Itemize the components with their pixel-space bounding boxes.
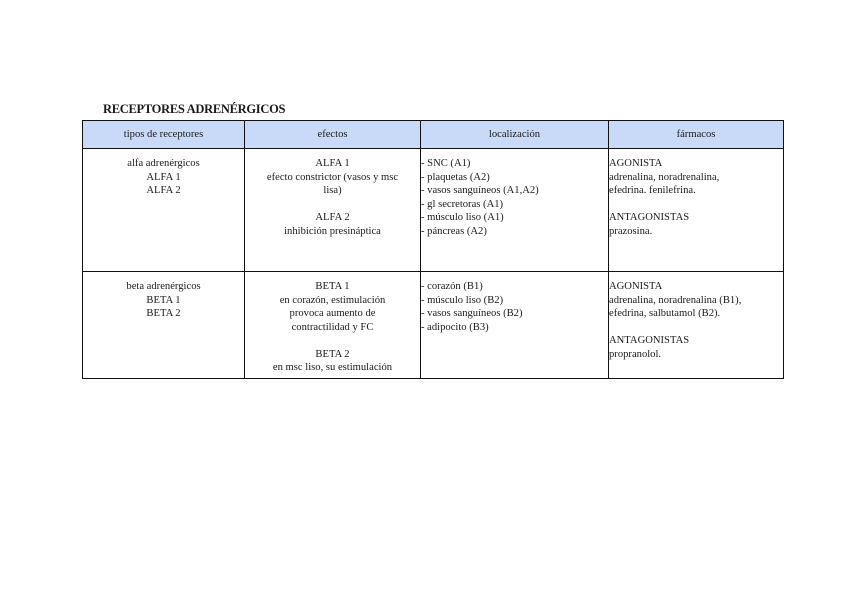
line-gap (609, 198, 783, 212)
cell-line: beta adrenérgicos (126, 281, 201, 292)
cell-line: contractilidad y FC (291, 321, 374, 333)
cell-line: - plaquetas (A2) (421, 171, 490, 183)
cell-line: - SNC (A1) (421, 158, 471, 169)
table-row-beta (83, 272, 784, 379)
cell-efectos (245, 272, 421, 379)
receptors-table (82, 120, 784, 379)
cell-line: - páncreas (A2) (421, 225, 487, 237)
line-gap (609, 321, 783, 335)
cell-line: lisa) (323, 185, 342, 196)
cell-line: BETA 1 (315, 281, 350, 292)
line-gap (245, 198, 420, 212)
cell-line: BETA 2 (146, 308, 181, 319)
cell-line: - músculo liso (A1) (421, 212, 504, 223)
cell-tipo (83, 272, 245, 379)
cell-line: BETA 2 (315, 348, 350, 360)
cell-line: en msc liso, su estimulación (272, 362, 393, 373)
cell-line: prazosina. (609, 225, 653, 237)
cell-line: - músculo liso (B2) (421, 294, 504, 306)
cell-farmacos (609, 272, 784, 379)
cell-line: inhibición presináptica (284, 225, 381, 237)
table-header-row (83, 121, 784, 149)
cell-line: efedrina, salbutamol (B2). (609, 308, 721, 319)
line-gap (245, 334, 420, 348)
cell-line: propranolol. (609, 348, 662, 360)
cell-tipo (83, 149, 245, 272)
cell-line: ALFA 1 (315, 158, 350, 169)
cell-efectos (245, 149, 421, 272)
cell-line: ALFA 2 (315, 212, 350, 223)
cell-line: AGONISTA (609, 158, 663, 169)
cell-line: efecto constrictor (vasos y msc (266, 171, 399, 183)
cell-line: AGONISTA (609, 281, 663, 292)
cell-line: - corazón (B1) (421, 281, 483, 292)
table-row-alfa (83, 149, 784, 272)
cell-line: ANTAGONISTAS (609, 212, 690, 223)
cell-farmacos (609, 149, 784, 272)
header-efectos: efectos (245, 121, 421, 149)
document-title: RECEPTORES ADRENÉRGICOS (103, 102, 286, 116)
cell-line: - gl secretoras (A1) (421, 198, 504, 210)
header-farmacos: fármacos (609, 121, 784, 149)
cell-line: adrenalina, noradrenalina, (609, 171, 720, 183)
cell-line: en corazón, estimulación (279, 294, 386, 306)
cell-line: alfa adrenérgicos (127, 158, 200, 169)
cell-line: ALFA 1 (146, 171, 181, 183)
header-tipos: tipos de receptores (83, 121, 245, 149)
cell-line: provoca aumento de (289, 308, 376, 319)
cell-line: BETA 1 (146, 294, 181, 306)
cell-line: ALFA 2 (146, 185, 181, 196)
cell-line: - adipocito (B3) (421, 321, 489, 333)
cell-line: efedrina. fenilefrina. (609, 185, 696, 196)
cell-line: ANTAGONISTAS (609, 335, 690, 346)
cell-line: adrenalina, noradrenalina (B1), (609, 294, 742, 306)
cell-line: - vasos sanguíneos (A1,A2) (421, 185, 539, 196)
header-localizacion: localización (421, 121, 609, 149)
cell-line: - vasos sanguíneos (B2) (421, 308, 523, 319)
cell-localizacion (421, 149, 609, 272)
cell-localizacion (421, 272, 609, 379)
